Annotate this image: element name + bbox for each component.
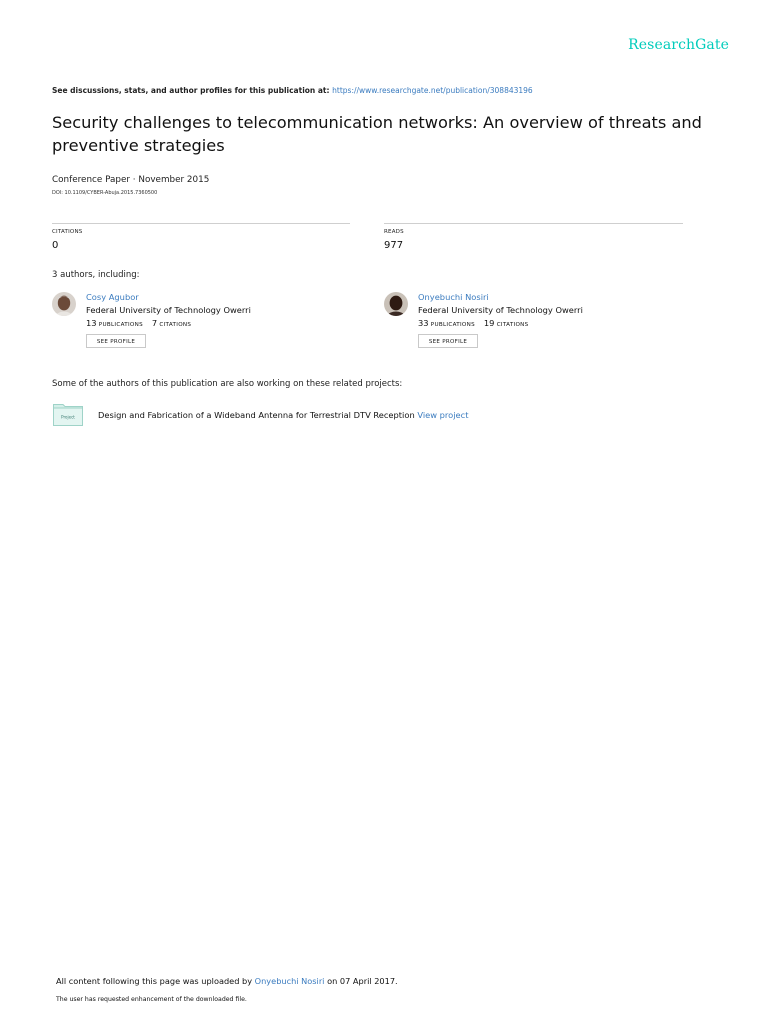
citations-divider: [52, 223, 350, 224]
researchgate-logo[interactable]: ResearchGate: [628, 37, 729, 53]
discussion-prefix: See discussions, stats, and author profiles for this publication at:: [52, 86, 330, 95]
publication-type-date: Conference Paper · November 2015: [52, 175, 210, 185]
author-photo-icon: [52, 292, 76, 316]
author-name-link[interactable]: Cosy Agubor: [86, 292, 139, 302]
reads-label: READS: [384, 229, 404, 235]
author-stats: [418, 318, 529, 328]
citations-label: CITATIONS: [52, 229, 83, 235]
enhancement-note: The user has requested enhancement of the downloaded file.: [56, 996, 247, 1003]
author-publications-count: 33: [418, 318, 429, 328]
upload-suffix: on 07 April 2017.: [327, 976, 398, 986]
view-project-link[interactable]: View project: [417, 410, 469, 420]
reads-value: 977: [384, 240, 404, 251]
author-name-link[interactable]: Onyebuchi Nosiri: [418, 292, 489, 302]
publication-title: Security challenges to telecommunication networks: An overview of threats and preventive strategies: [52, 113, 702, 155]
author-citations-count: 7: [151, 318, 158, 328]
author-photo-icon: [384, 292, 408, 316]
discussion-line: [52, 86, 533, 95]
upload-prefix: All content following this page was uploaded by: [56, 976, 253, 986]
author-avatar[interactable]: [52, 292, 76, 316]
project-folder-icon: [53, 404, 83, 426]
project-icon-label: Project: [61, 414, 75, 420]
author-citations-label: CITATIONS: [159, 322, 192, 328]
citations-value: 0: [52, 240, 59, 251]
upload-notice: [56, 976, 398, 986]
see-profile-button[interactable]: SEE PROFILE: [418, 334, 478, 348]
author-avatar[interactable]: [384, 292, 408, 316]
author-citations-label: CITATIONS: [496, 322, 529, 328]
author-citations-count: 19: [483, 318, 495, 328]
publication-url-link[interactable]: https://www.researchgate.net/publication/308843196: [332, 86, 533, 95]
folder-icon: [53, 404, 83, 426]
see-profile-button[interactable]: SEE PROFILE: [86, 334, 146, 348]
reads-divider: [384, 223, 683, 224]
uploader-link[interactable]: Onyebuchi Nosiri: [254, 976, 325, 986]
author-publications-label: PUBLICATIONS: [98, 322, 143, 328]
authors-heading: 3 authors, including:: [52, 270, 140, 280]
project-title: Design and Fabrication of a Wideband Antenna for Terrestrial DTV Reception: [98, 410, 415, 420]
publication-doi: DOI: 10.1109/CYBER-Abuja.2015.7360500: [52, 190, 158, 196]
author-publications-label: PUBLICATIONS: [430, 322, 475, 328]
author-institution: Federal University of Technology Owerri: [418, 305, 583, 315]
author-institution: Federal University of Technology Owerri: [86, 305, 251, 315]
related-projects-heading: Some of the authors of this publication are also working on these related projects:: [52, 379, 403, 389]
project-entry: [98, 410, 468, 420]
author-stats: [86, 318, 191, 328]
author-publications-count: 13: [86, 318, 97, 328]
